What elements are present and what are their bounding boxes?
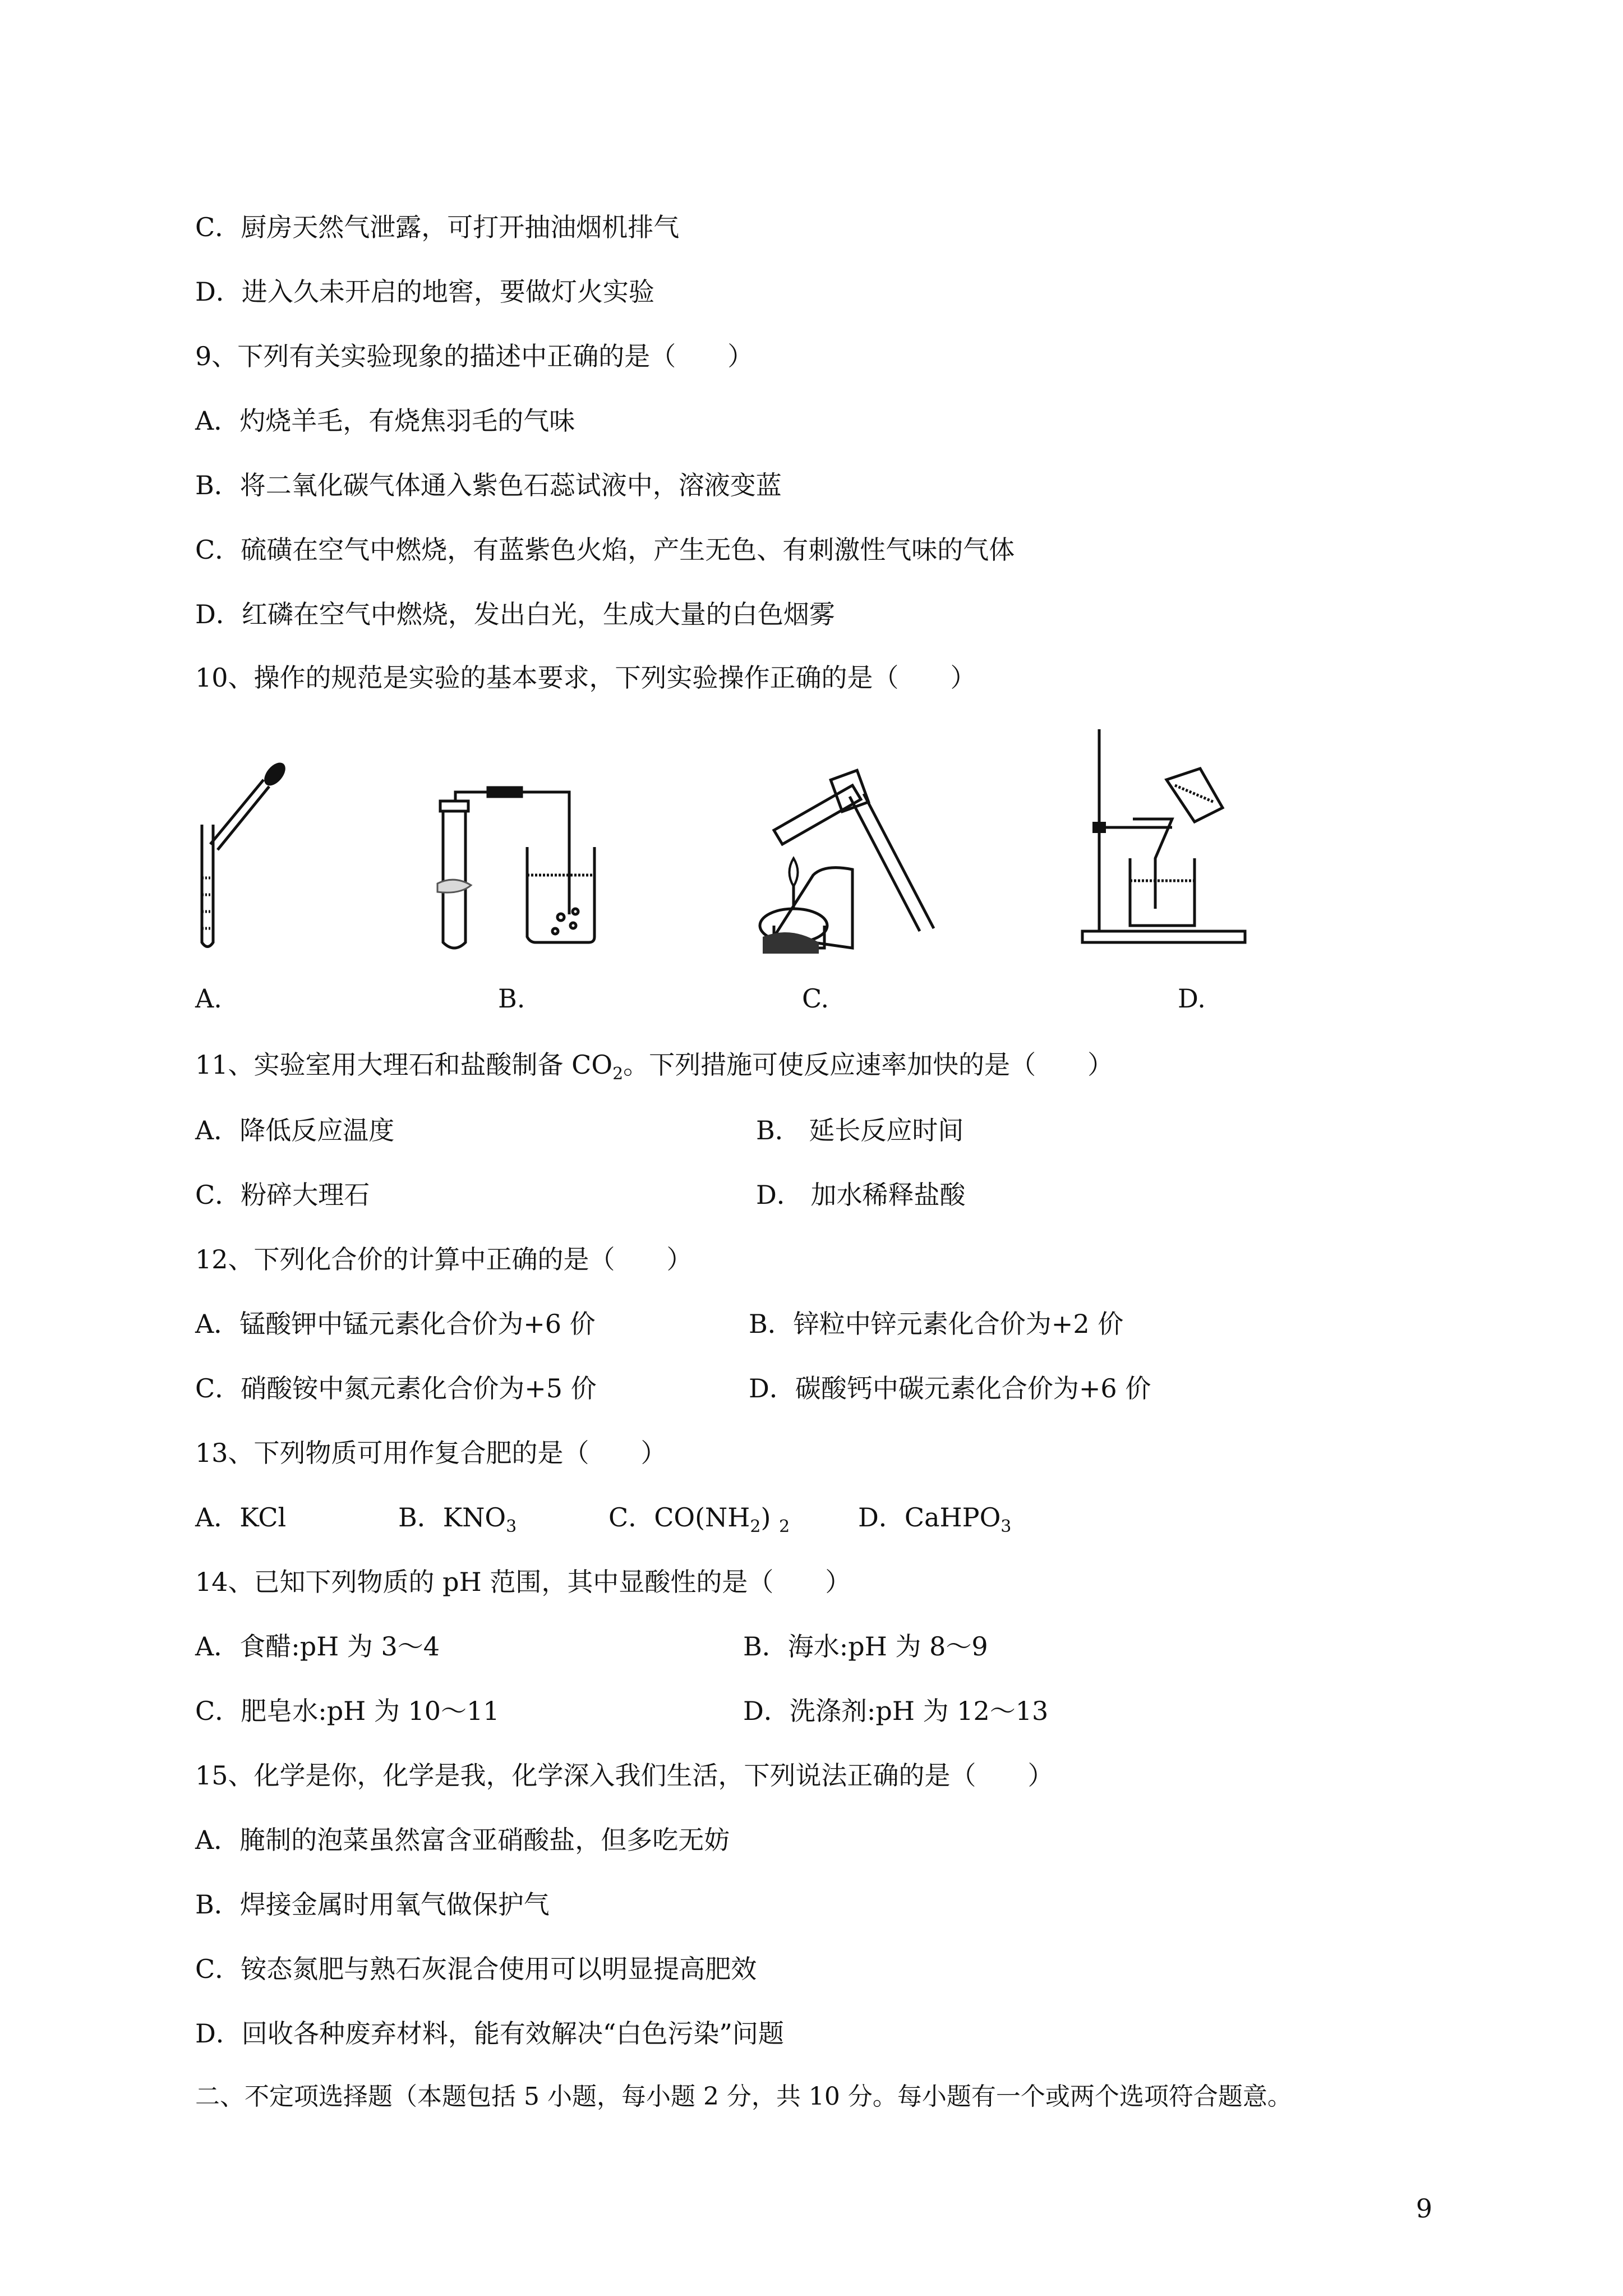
q15-option-b: B．焊接金属时用氧气做保护气: [195, 1889, 550, 1920]
q9-option-d: D．红磷在空气中燃烧，发出白光，生成大量的白色烟雾: [195, 599, 835, 629]
q13-stem: 13、下列物质可用作复合肥的是（ ）: [195, 1438, 667, 1468]
q9-option-a: A．灼烧羊毛，有烧焦羽毛的气味: [195, 406, 575, 436]
q12-option-b: B．锌粒中锌元素化合价为+2 价: [749, 1309, 1124, 1339]
q14-option-a: A．食醋:pH 为 3～4: [195, 1631, 440, 1662]
q9-option-c: C．硫磺在空气中燃烧，有蓝紫色火焰，产生无色、有刺激性气味的气体: [195, 535, 1015, 565]
figure-d-filtration: [1077, 724, 1279, 948]
q11-option-b: B． 延长反应时间: [756, 1115, 964, 1145]
section-2-heading: 二、不定项选择题（本题包括 5 小题，每小题 2 分，共 10 分。每小题有一个或两个选项符合题意。: [195, 2082, 1292, 2111]
q8-option-c: C．厨房天然气泄露，可打开抽油烟机排气: [195, 212, 680, 242]
q10-stem: 10、操作的规范是实验的基本要求，下列实验操作正确的是（ ）: [195, 662, 976, 693]
figure-a-dropper: [191, 757, 303, 959]
q8-option-d: D．进入久未开启的地窖，要做灯火实验: [195, 277, 654, 307]
figure-b-label: B.: [498, 983, 525, 1014]
q11-stem: 11、实验室用大理石和盐酸制备 $CO_2$。下列措施可使反应速率加快的是（ ）: [195, 1050, 1114, 1084]
q12-option-c: C．硝酸铵中氮元素化合价为+5 价: [195, 1373, 597, 1404]
q9-stem: 9、下列有关实验现象的描述中正确的是（ ）: [195, 341, 754, 371]
q11-option-c: C．粉碎大理石: [195, 1180, 370, 1210]
figure-b-airtightness: [426, 785, 606, 959]
figure-d-label: D.: [1178, 983, 1206, 1014]
q12-stem: 12、下列化合价的计算中正确的是（ ）: [195, 1244, 693, 1274]
q14-stem: 14、已知下列物质的 pH 范围，其中显酸性的是（ ）: [195, 1567, 851, 1597]
page-number: 9: [1415, 2193, 1432, 2224]
q12-option-d: D．碳酸钙中碳元素化合价为+6 价: [749, 1373, 1151, 1404]
q9-option-b: B．将二氧化碳气体通入紫色石蕊试液中，溶液变蓝: [195, 470, 782, 500]
q13-option-c: C．$CO(NH_2)$ $_2$: [608, 1502, 790, 1536]
q14-option-b: B．海水:pH 为 8～9: [743, 1631, 988, 1662]
q15-option-c: C．铵态氮肥与熟石灰混合使用可以明显提高肥效: [195, 1954, 757, 1984]
figure-c-heating: [740, 763, 953, 965]
q11-option-d: D． 加水稀释盐酸: [756, 1180, 966, 1210]
q11-option-a: A．降低反应温度: [195, 1115, 395, 1145]
figure-c-label: C.: [802, 983, 829, 1014]
q15-option-d: D．回收各种废弃材料，能有效解决“白色污染”问题: [195, 2018, 784, 2049]
q13-option-d: D．CaHPO$_3$: [858, 1502, 1012, 1536]
q15-option-a: A．腌制的泡菜虽然富含亚硝酸盐，但多吃无妨: [195, 1825, 730, 1855]
figure-a-label: A.: [195, 983, 222, 1014]
q13-option-a: A．KCl: [195, 1502, 287, 1533]
q14-option-d: D．洗涤剂:pH 为 12～13: [743, 1696, 1049, 1726]
q12-option-a: A．锰酸钾中锰元素化合价为+6 价: [195, 1309, 596, 1339]
q13-option-b: B．$KNO_3$: [398, 1502, 517, 1536]
q15-stem: 15、化学是你，化学是我，化学深入我们生活，下列说法正确的是（ ）: [195, 1760, 1054, 1791]
q14-option-c: C．肥皂水:pH 为 10～11: [195, 1696, 500, 1726]
